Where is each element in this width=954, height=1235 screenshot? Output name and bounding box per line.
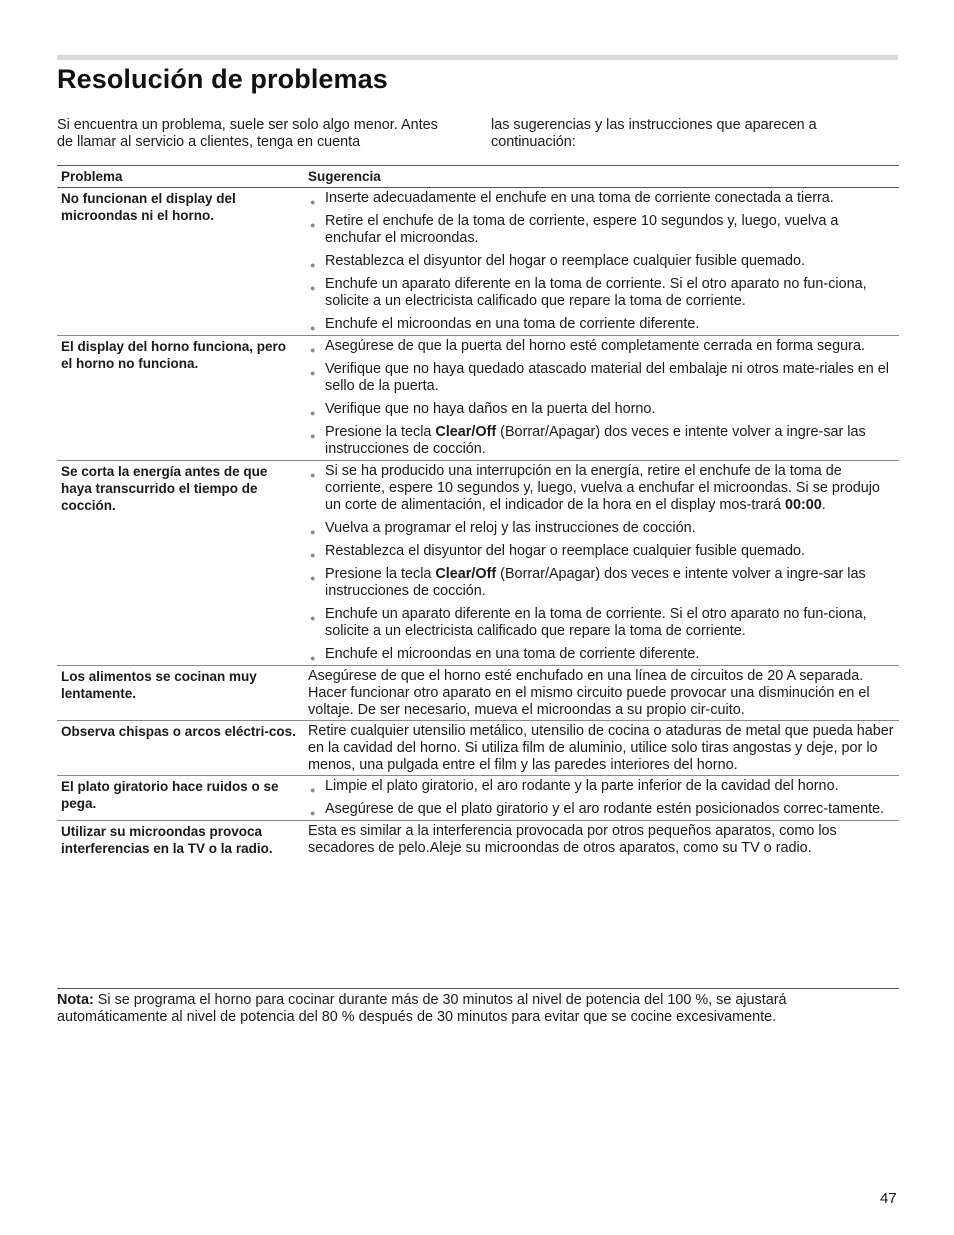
suggestion-list <box>308 190 895 333</box>
suggestion-text: Asegúrese de que el plato giratorio y el aro rodante estén posicionados correc-tamente. <box>325 801 885 817</box>
suggestion-list <box>308 338 895 458</box>
table-row <box>57 336 899 461</box>
note-text: Si se programa el horno para cocinar durante más de 30 minutos al nivel de potencia del 100 %, se ajustará automáticamente al nivel de potencia del 80 % después de 30 minutos para evitar que se cocine excesivamente. <box>57 992 787 1025</box>
suggestion-text: . <box>821 497 826 513</box>
bullet-icon: ● <box>310 808 316 818</box>
page-number: 47 <box>880 1190 897 1207</box>
table-header-row <box>57 166 899 188</box>
bullet-icon: ● <box>310 470 316 480</box>
suggestion-text: Verifique que no haya daños en la puerta del horno. <box>325 401 656 417</box>
suggestion-item <box>308 606 895 640</box>
key-label: Clear/Off <box>435 424 497 440</box>
suggestion-text: (Borrar/Apagar) dos veces e intente volver a ingre-sar las instrucciones de cocción. <box>325 424 866 457</box>
suggestion-list <box>308 463 895 663</box>
bullet-icon: ● <box>310 260 316 270</box>
problem-cell: El plato giratorio hace ruidos o se pega. <box>57 776 304 821</box>
bullet-icon: ● <box>310 573 316 583</box>
bullet-icon: ● <box>310 220 316 230</box>
suggestion-item <box>308 338 895 355</box>
key-label: 00:00 <box>784 497 822 513</box>
suggestion-item <box>308 276 895 310</box>
column-header-problem: Problema <box>57 166 304 188</box>
suggestion-item <box>308 801 895 818</box>
suggestion-text: Enchufe el microondas en una toma de corriente diferente. <box>325 646 700 662</box>
bullet-icon: ● <box>310 785 316 795</box>
bullet-icon: ● <box>310 613 316 623</box>
suggestion-item <box>308 401 895 418</box>
suggestion-text: Restablezca el disyuntor del hogar o reemplace cualquier fusible quemado. <box>325 543 805 559</box>
bullet-icon: ● <box>310 408 316 418</box>
bullet-icon: ● <box>310 283 316 293</box>
suggestion-text: Asegúrese de que la puerta del horno esté completamente cerrada en forma segura. <box>325 338 865 354</box>
header-rule <box>57 55 898 60</box>
suggestion-item <box>308 213 895 247</box>
suggestion-text: Enchufe un aparato diferente en la toma de corriente. Si el otro aparato no fun-ciona, solicite a un electricista calificado que repare la toma de corriente. <box>325 276 867 309</box>
intro-text-right: las sugerencias y las instrucciones que aparecen a continuación: <box>491 117 817 150</box>
bullet-icon: ● <box>310 653 316 663</box>
note <box>57 988 899 1026</box>
suggestion-item <box>308 316 895 333</box>
table-row <box>57 721 899 776</box>
problem-cell: Los alimentos se cocinan muy lentamente. <box>57 666 304 721</box>
suggestion-item <box>308 566 895 600</box>
suggestion-text: Inserte adecuadamente el enchufe en una toma de corriente conectada a tierra. <box>325 190 834 206</box>
note-label: Nota: <box>57 992 94 1008</box>
troubleshooting-table <box>57 165 899 858</box>
table-row <box>57 776 899 821</box>
suggestion-list <box>308 778 895 818</box>
suggestion-cell: Retire cualquier utensilio metálico, utensilio de cocina o ataduras de metal que pueda haber en la cavidad del horno. Si utiliza film de aluminio, utilice solo tiras angostas y deje, por lo menos, una pulgada entre el film y las paredes interiores del horno. <box>304 721 899 776</box>
suggestion-cell: Asegúrese de que el horno esté enchufado en una línea de circuitos de 20 A separada. Hacer funcionar otro aparato en el mismo circuito puede provocar una disminución en el voltaje. De ser necesario, mueva el microondas a su propio cir-cuito. <box>304 666 899 721</box>
bullet-icon: ● <box>310 527 316 537</box>
bullet-icon: ● <box>310 345 316 355</box>
suggestion-text: Presione la tecla <box>325 424 436 440</box>
suggestion-cell <box>304 188 899 336</box>
suggestion-text: Retire el enchufe de la toma de corriente, espere 10 segundos y, luego, vuelva a enchufar el microondas. <box>325 213 839 246</box>
intro-text-left: Si encuentra un problema, suele ser solo algo menor. Antes de llamar al servicio a clientes, tenga en cuenta <box>57 117 438 150</box>
suggestion-item <box>308 190 895 207</box>
problem-cell: Observa chispas o arcos eléctri-cos. <box>57 721 304 776</box>
suggestion-item <box>308 543 895 560</box>
suggestion-item <box>308 778 895 795</box>
suggestion-item <box>308 463 895 514</box>
bullet-icon: ● <box>310 323 316 333</box>
page-title: Resolución de problemas <box>57 64 388 94</box>
table-row <box>57 821 899 859</box>
suggestion-text: Limpie el plato giratorio, el aro rodante y la parte inferior de la cavidad del horno. <box>325 778 839 794</box>
table-body <box>57 188 899 859</box>
column-header-suggestion: Sugerencia <box>304 166 899 188</box>
problem-cell: El display del horno funciona, pero el horno no funciona. <box>57 336 304 461</box>
bullet-icon: ● <box>310 550 316 560</box>
suggestion-item <box>308 361 895 395</box>
suggestion-item <box>308 424 895 458</box>
suggestion-text: Si se ha producido una interrupción en la energía, retire el enchufe de la toma de corriente, espere 10 segundos y, luego, vuelva a enchufar el microondas. Si se produjo un corte de alimentación, el indicador de la hora en el display mos-trará <box>325 463 880 513</box>
suggestion-cell <box>304 776 899 821</box>
table-row <box>57 666 899 721</box>
table-row <box>57 188 899 336</box>
bullet-icon: ● <box>310 368 316 378</box>
suggestion-text: Vuelva a programar el reloj y las instrucciones de cocción. <box>325 520 696 536</box>
suggestion-text: Enchufe un aparato diferente en la toma de corriente. Si el otro aparato no fun-ciona, solicite a un electricista calificado que repare la toma de corriente. <box>325 606 867 639</box>
key-label: Clear/Off <box>435 566 497 582</box>
bullet-icon: ● <box>310 431 316 441</box>
bullet-icon: ● <box>310 197 316 207</box>
suggestion-text: Verifique que no haya quedado atascado material del embalaje ni otros mate-riales en el sello de la puerta. <box>325 361 889 394</box>
table-row <box>57 461 899 666</box>
suggestion-text: Enchufe el microondas en una toma de corriente diferente. <box>325 316 700 332</box>
suggestion-item <box>308 520 895 537</box>
suggestion-cell <box>304 336 899 461</box>
suggestion-item <box>308 646 895 663</box>
problem-cell: No funcionan el display del microondas ni el horno. <box>61 191 236 223</box>
problem-cell: Utilizar su microondas provoca interferencias en la TV o la radio. <box>57 821 304 859</box>
suggestion-text: Presione la tecla <box>325 566 436 582</box>
suggestion-text: (Borrar/Apagar) dos veces e intente volver a ingre-sar las instrucciones de cocción. <box>325 566 866 599</box>
suggestion-text: Restablezca el disyuntor del hogar o reemplace cualquier fusible quemado. <box>325 253 805 269</box>
suggestion-item <box>308 253 895 270</box>
problem-cell: Se corta la energía antes de que haya transcurrido el tiempo de cocción. <box>57 461 304 666</box>
suggestion-cell <box>304 461 899 666</box>
suggestion-cell: Esta es similar a la interferencia provocada por otros pequeños aparatos, como los secadores de pelo.Aleje su microondas de otros aparatos, como su TV o radio. <box>304 821 899 859</box>
